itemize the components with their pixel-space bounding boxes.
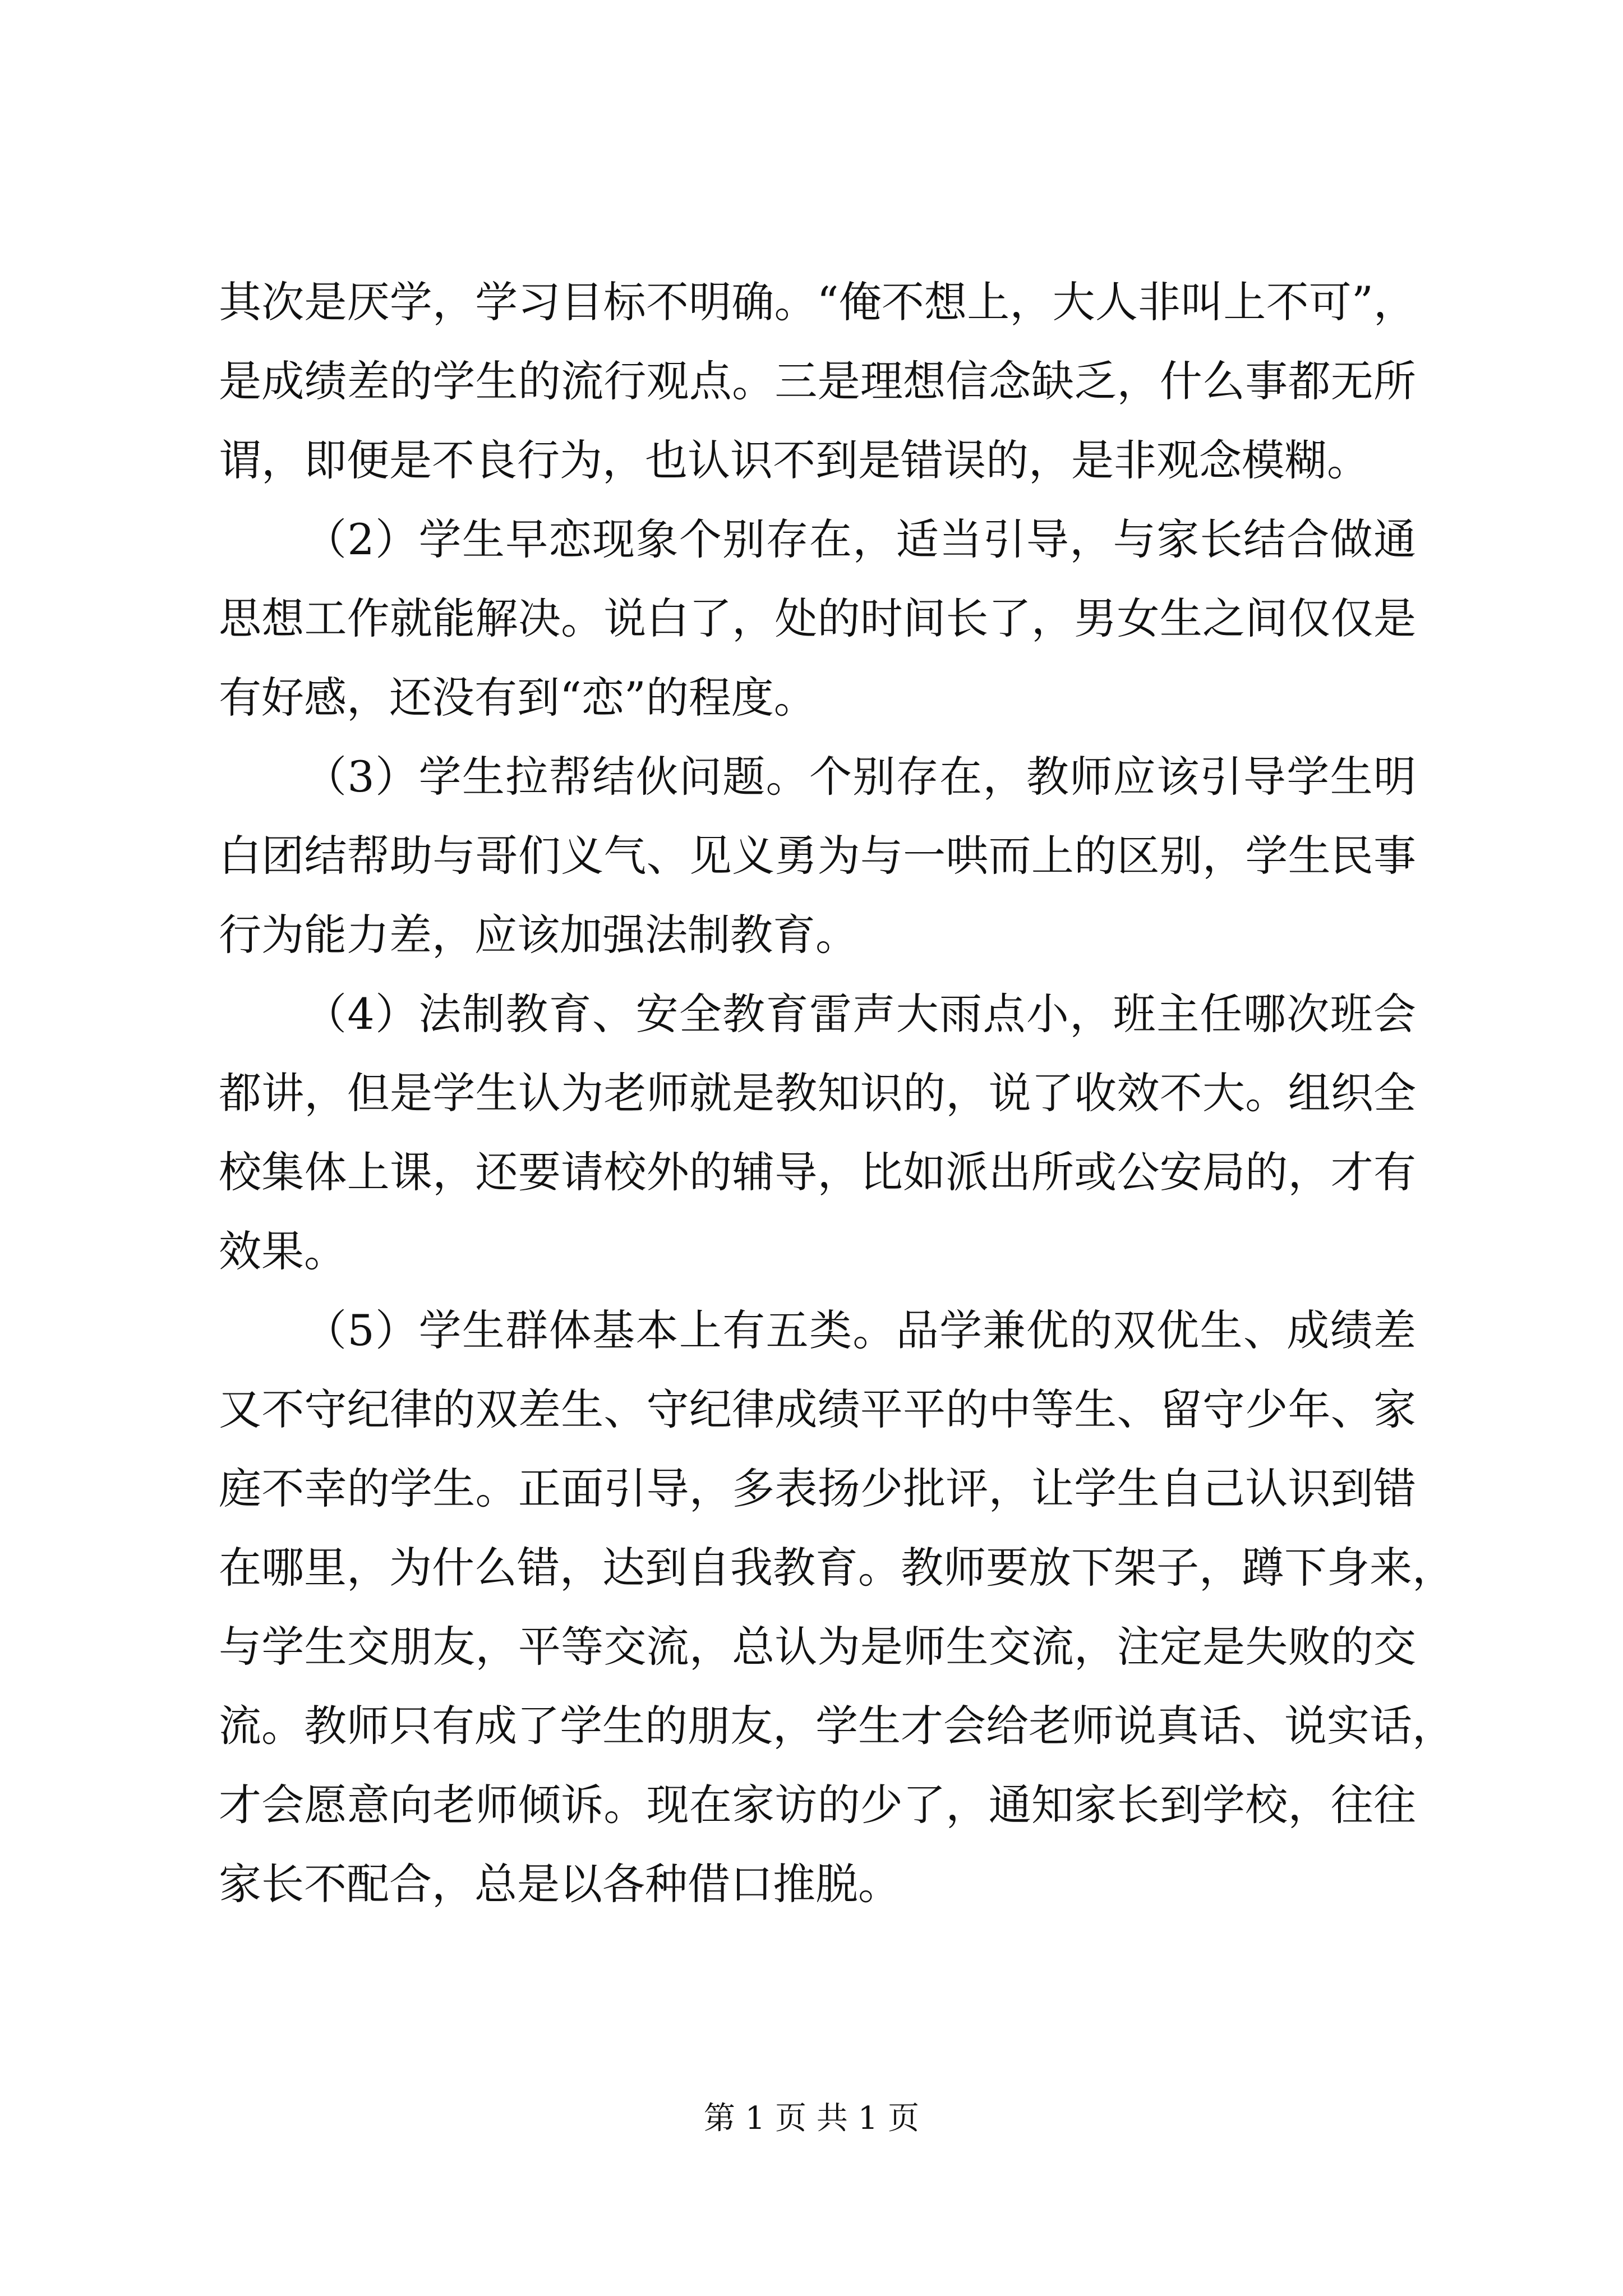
text-line: 有好感，还没有到“恋”的程度。 bbox=[219, 673, 817, 723]
text-line: 是成绩差的学生的流行观点。三是理想信念缺乏，什么事都无所 bbox=[219, 356, 1416, 406]
text-line: 行为能力差，应该加强法制教育。 bbox=[219, 910, 858, 960]
text-line: 效果。 bbox=[219, 1226, 347, 1276]
document-body bbox=[219, 263, 1455, 1924]
paragraph-2-first-line: （2）学生早恋现象个别存在，适当引导，与家长结合做通 bbox=[304, 514, 1416, 564]
text-line: 庭不幸的学生。正面引导，多表扬少批评，让学生自己认识到错 bbox=[219, 1464, 1416, 1513]
text-line: 谓，即便是不良行为，也认识不到是错误的，是非观念模糊。 bbox=[219, 435, 1370, 485]
text-line: 其次是厌学，学习目标不明确。“俺不想上，大人非叫上不可”， bbox=[219, 277, 1416, 327]
paragraph-3-first-line: （3）学生拉帮结伙问题。个别存在，教师应该引导学生明 bbox=[304, 752, 1416, 802]
text-line: 在哪里，为什么错，达到自我教育。教师要放下架子，蹲下身来， bbox=[219, 1543, 1455, 1593]
text-line: 才会愿意向老师倾诉。现在家访的少了，通知家长到学校，往往 bbox=[219, 1780, 1416, 1830]
text-line: 又不守纪律的双差生、守纪律成绩平平的中等生、留守少年、家 bbox=[219, 1384, 1416, 1434]
text-line: 与学生交朋友，平等交流，总认为是师生交流，注定是失败的交 bbox=[219, 1622, 1416, 1672]
paragraph-5-first-line: （5）学生群体基本上有五类。品学兼优的双优生、成绩差 bbox=[304, 1305, 1416, 1355]
text-line: 白团结帮助与哥们义气、见义勇为与一哄而上的区别，学生民事 bbox=[219, 831, 1416, 881]
page-footer: 第 1 页 共 1 页 bbox=[703, 2100, 920, 2137]
paragraph-4-first-line: （4）法制教育、安全教育雷声大雨点小，班主任哪次班会 bbox=[304, 989, 1416, 1039]
text-line: 思想工作就能解决。说白了，处的时间长了，男女生之间仅仅是 bbox=[219, 593, 1416, 643]
text-line: 都讲，但是学生认为老师就是教知识的，说了收效不大。组织全 bbox=[219, 1068, 1416, 1118]
text-line: 流。教师只有成了学生的朋友，学生才会给老师说真话、说实话， bbox=[219, 1701, 1455, 1751]
text-line: 家长不配合，总是以各种借口推脱。 bbox=[219, 1859, 901, 1909]
text-line: 校集体上课，还要请校外的辅导，比如派出所或公安局的，才有 bbox=[219, 1147, 1416, 1197]
